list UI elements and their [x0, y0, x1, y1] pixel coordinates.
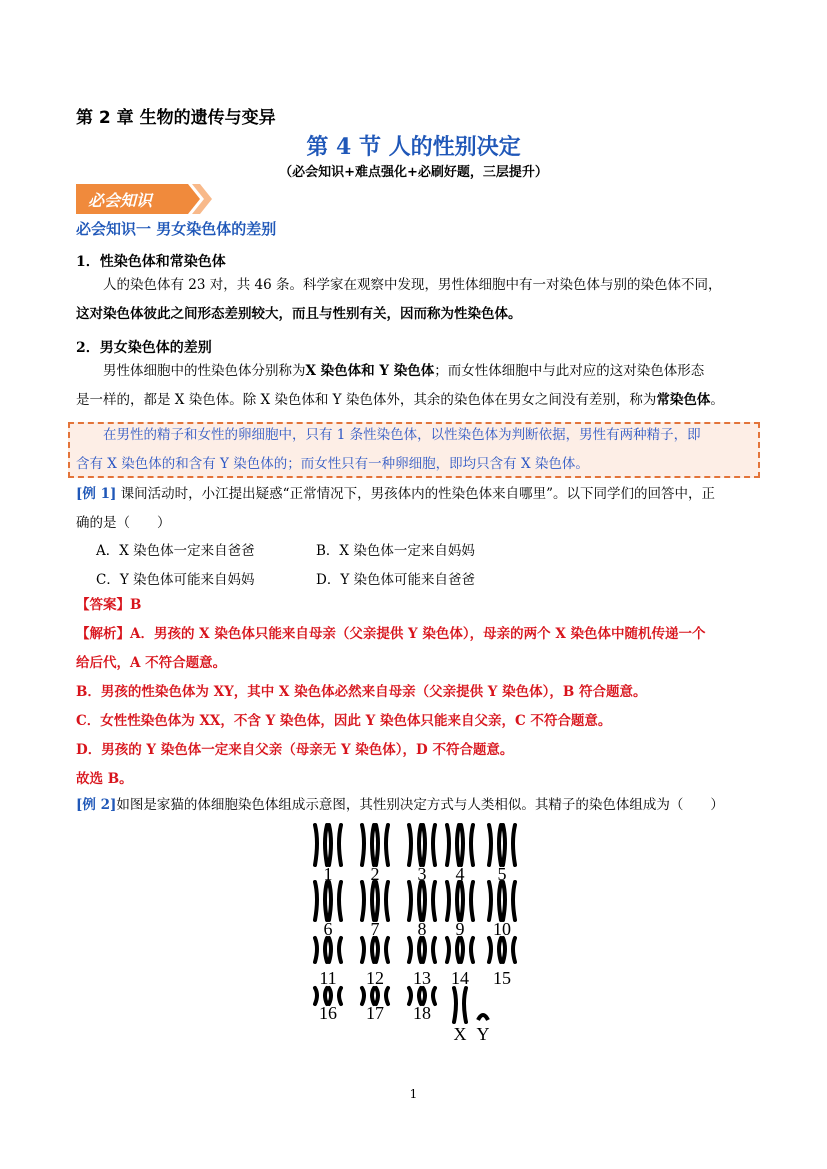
analysis-block: [76, 620, 766, 794]
chromosome-label: 6: [323, 919, 333, 939]
analysis-line: C．女性性染色体为 XX，不含 Y 染色体，因此 Y 染色体只能来自父亲，C 不符合题意。: [76, 713, 612, 729]
example1-q-line1: 课间活动时，小江提出疑惑“正常情况下，男孩体内的性染色体来自哪里”。以下同学们的回答中，正: [120, 486, 715, 502]
page-number: 1: [409, 1087, 418, 1101]
chromosome-15-a: [489, 938, 501, 962]
item2-line2-b: 常染色体: [656, 392, 711, 408]
item2-line2: [76, 386, 756, 415]
chromosome-label: 13: [413, 968, 431, 988]
option-b: B．X 染色体一定来自妈妈: [316, 543, 475, 559]
analysis-line: B．男孩的性染色体为 XY，其中 X 染色体必然来自母亲（父亲提供 Y 染色体），B 符合题意。: [76, 684, 647, 700]
chromosome-13-b: [423, 938, 435, 962]
chromosome-label: 8: [417, 919, 427, 939]
chromosome-4-b: [461, 825, 473, 865]
item2-paragraph: [76, 357, 756, 415]
chromosome-9-b: [461, 882, 473, 920]
chromosome-3-b: [423, 825, 435, 865]
chromosome-18-b: [423, 988, 435, 1004]
option-a: A．X 染色体一定来自爸爸: [96, 543, 255, 559]
section-subtitle: （必会知识+难点强化+必刷好题，三层提升）: [279, 165, 548, 180]
chromosome-10-a: [489, 882, 501, 920]
chromosome-5-a: [489, 825, 501, 865]
chromosome-label: 14: [451, 968, 469, 988]
chromosome-16-b: [329, 988, 341, 1004]
chromosome-11-a: [315, 938, 327, 962]
chromosome-label: 10: [493, 919, 511, 939]
chromosome-label: 16: [319, 1003, 337, 1023]
item1-line1: 人的染色体有 23 对，共 46 条。科学家在观察中发现，男性体细胞中有一对染色体与别的染色体不同，: [103, 277, 722, 293]
callout-line2: 含有 X 染色体的和含有 Y 染色体的；而女性只有一种卵细胞，即均只含有 X 染色体。: [76, 456, 589, 472]
analysis-line: 【解析】A．男孩的 X 染色体只能来自母亲（父亲提供 Y 染色体），母亲的两个 X 染色体中随机传递一个: [76, 626, 706, 642]
chromosome-label: 17: [366, 1003, 384, 1023]
chromosome-5-b: [503, 825, 515, 865]
chromosome-8-a: [409, 882, 421, 920]
analysis-line: D．男孩的 Y 染色体一定来自父亲（母亲无 Y 染色体），D 不符合题意。: [76, 742, 514, 758]
chromosome-label: 12: [366, 968, 384, 988]
chromosome-label: 5: [497, 864, 507, 884]
chromosome-12-b: [376, 938, 388, 962]
example2-text: 如图是家猫的体细胞染色体组成示意图，其性别决定方式与人类相似。其精子的染色体组成为（ ）: [116, 797, 724, 813]
chromosome-13-a: [409, 938, 421, 962]
chromosome-Y: [478, 1015, 488, 1020]
chromosome-6-a: [315, 882, 327, 920]
analysis-line: 给后代，A 不符合题意。: [76, 655, 227, 671]
item2-line1-a: 男性体细胞中的性染色体分别称为: [103, 363, 306, 379]
chromosome-6-b: [329, 882, 341, 920]
callout-line1: 在男性的精子和女性的卵细胞中，只有 1 条性染色体，以性染色体为判断依据，男性有两种精子，即: [103, 427, 701, 443]
chromosome-label: 11: [319, 968, 337, 988]
item2-line1-b: X 染色体和 Y 染色体: [305, 363, 435, 379]
chromosome-16-a: [315, 988, 327, 1004]
chromosome-label: 15: [493, 968, 511, 988]
item1-title: 1．性染色体和常染色体: [76, 254, 226, 270]
chromosome-label: 18: [413, 1003, 431, 1023]
chromosome-label: X: [453, 1024, 467, 1044]
option-c: C．Y 染色体可能来自妈妈: [96, 572, 255, 588]
chromosome-10-b: [503, 882, 515, 920]
answer-text: 【答案】B: [76, 597, 142, 613]
analysis-line: 故选 B。: [76, 771, 133, 787]
item2-line1: [76, 357, 756, 386]
knowledge-heading: 必会知识一 男女染色体的差别: [76, 220, 277, 238]
option-d: D．Y 染色体可能来自爸爸: [316, 572, 476, 588]
chromosome-7-b: [376, 882, 388, 920]
item2-line1-c: ；而女性体细胞中与此对应的这对染色体形态: [434, 363, 705, 379]
chromosome-12-a: [362, 938, 374, 962]
chromosome-2-b: [376, 825, 388, 865]
item2-title: 2．男女染色体的差别: [76, 340, 212, 356]
chromosome-4-a: [447, 825, 459, 865]
chromosome-14-b: [461, 938, 473, 962]
example2-label: [例 2]: [76, 797, 117, 813]
chromosome-label: 7: [370, 919, 380, 939]
chromosome-18-a: [409, 988, 421, 1004]
chromosome-X: [454, 988, 466, 1022]
chromosome-1-a: [315, 825, 327, 865]
example1-label: [例 1]: [76, 486, 117, 502]
chromosome-11-b: [329, 938, 341, 962]
chromosome-label: 9: [455, 919, 465, 939]
item1-paragraph: [76, 271, 756, 329]
example1-question: [76, 480, 756, 538]
karyotype-figure: [300, 820, 530, 1050]
chromosome-label: 3: [417, 864, 427, 884]
chromosome-9-a: [447, 882, 459, 920]
chromosome-8-b: [423, 882, 435, 920]
chromosome-3-a: [409, 825, 421, 865]
chromosome-label: 2: [370, 864, 380, 884]
section-title: 第 4 节 人的性别决定: [306, 134, 521, 160]
chromosome-label: Y: [476, 1024, 490, 1044]
item1-line2: 这对染色体彼此之间形态差别较大，而且与性别有关，因而称为性染色体。: [76, 306, 522, 322]
example1-q-line2: 确的是（ ）: [76, 515, 171, 531]
chromosome-1-b: [329, 825, 341, 865]
chapter-title: 第 2 章 生物的遗传与变异: [76, 108, 276, 128]
chromosome-label: 4: [455, 864, 465, 884]
chromosome-2-a: [362, 825, 374, 865]
item2-line2-c: 。: [710, 392, 724, 408]
badge-label: 必会知识: [88, 191, 153, 210]
chromosome-17-a: [362, 988, 374, 1004]
chromosome-7-a: [362, 882, 374, 920]
example2-question: [76, 791, 766, 820]
item2-line2-a: 是一样的，都是 X 染色体。除 X 染色体和 Y 染色体外，其余的染色体在男女之间没有差别，称为: [76, 392, 657, 408]
callout-text: [76, 421, 756, 479]
chromosome-17-b: [376, 988, 388, 1004]
chromosome-label: 1: [323, 864, 333, 884]
chromosome-14-a: [447, 938, 459, 962]
chromosome-15-b: [503, 938, 515, 962]
